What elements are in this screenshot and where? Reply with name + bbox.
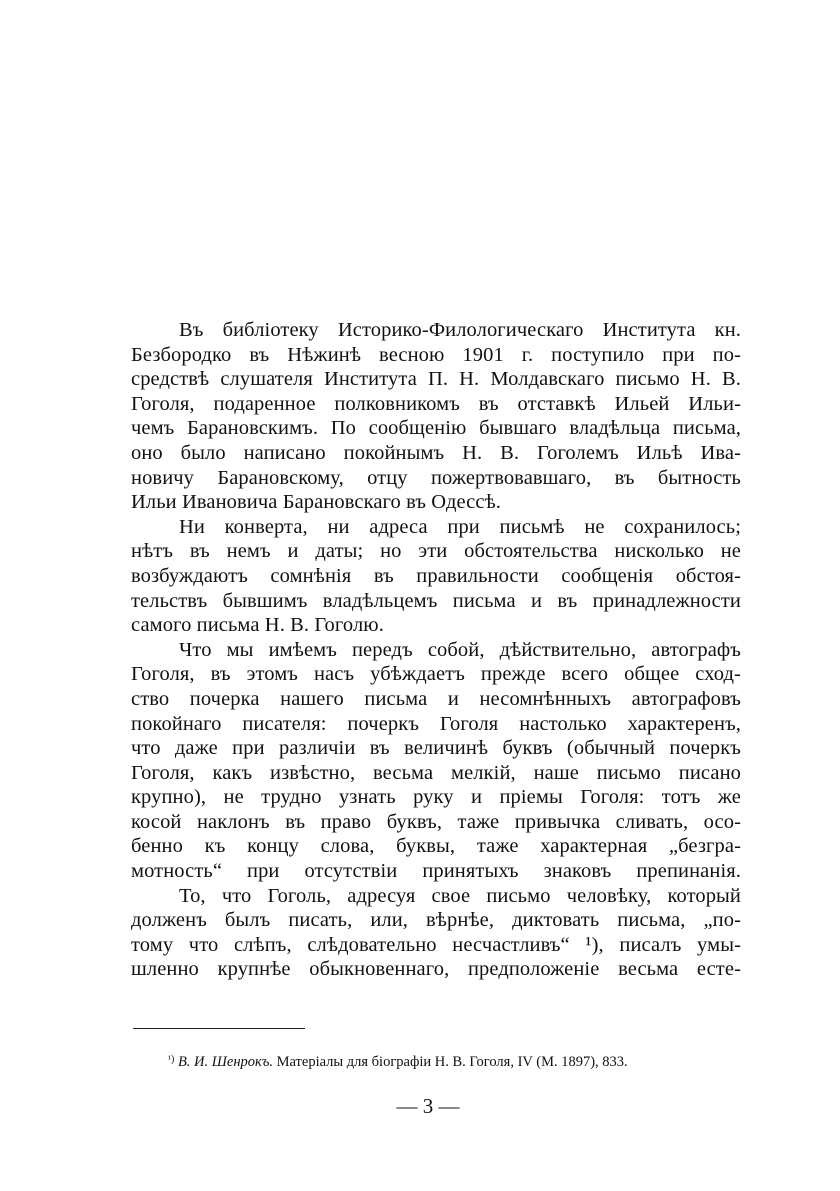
text-line: Безбородко въ Нѣжинѣ весною 1901 г. поступило при по- — [131, 343, 741, 366]
footnote-author: В. И. Шенрокъ. — [177, 1054, 273, 1070]
text-line: Ильи Ивановича Барановскаго въ Одессѣ. — [131, 491, 502, 514]
text-line: косой наклонъ въ право буквъ, таже привычка сливать, осо- — [131, 810, 741, 833]
text-line: средствѣ слушателя Института П. Н. Молдавскаго письмо Н. В. — [131, 368, 741, 391]
text-line: Гоголя, какъ извѣстно, весьма мелкій, наше письмо писано — [131, 761, 741, 784]
paragraph-1 — [131, 318, 741, 515]
text-line: Гоголя, подаренное полковникомъ въ отставкѣ Ильей Ильи- — [131, 392, 741, 415]
paragraph-4 — [131, 884, 741, 982]
text-line: Въ библіотеку Историко-Филологическаго Института кн. — [179, 319, 741, 341]
paragraph-3 — [131, 638, 741, 884]
text-line: шленно крупнѣе обыкновеннаго, предположеніе весьма есте- — [131, 958, 741, 981]
footnote-text: Матеріалы для біографіи Н. В. Гоголя, IV (М. 1897), 833. — [276, 1054, 628, 1070]
text-line: крупно), не трудно узнать руку и пріемы Гоголя: тотъ же — [131, 786, 741, 809]
text-line: Что мы имѣемъ передъ собой, дѣйствительно, автографъ — [179, 638, 741, 661]
footnote-mark: ¹) — [168, 1054, 175, 1065]
text-line: новичу Барановскому, отцу пожертвовавшаго, въ бытность — [131, 466, 741, 489]
paragraph-2 — [131, 515, 741, 638]
text-line: чемъ Барановскимъ. По сообщенію бывшаго владѣльца письма, — [131, 417, 741, 440]
text-line: тому что слѣпъ, слѣдовательно несчастливъ“ ¹), писалъ умы- — [131, 933, 741, 956]
text-line: тельствъ бывшимъ владѣльцемъ письма и въ принадлежности — [131, 589, 741, 612]
page-number: — 3 — — [396, 1094, 460, 1118]
text-line: бенно къ концу слова, буквы, таже характерная „безгра- — [131, 835, 741, 858]
text-line: мотность“ при отсутствіи принятыхъ знаковъ препинанія. — [131, 860, 741, 883]
text-line: что даже при различіи въ величинѣ буквъ (обычный почеркъ — [131, 737, 741, 760]
text-line: оно было написано покойнымъ Н. В. Гоголемъ Ильѣ Ива- — [131, 441, 741, 464]
footnote — [168, 1051, 768, 1071]
text-line: нѣтъ въ немъ и даты; но эти обстоятельства нисколько не — [131, 540, 741, 563]
text-line: ство почерка нашего письма и несомнѣнныхъ автографовъ — [131, 687, 741, 710]
text-line: То, что Гоголь, адресуя свое письмо человѣку, который — [179, 884, 741, 907]
text-line: долженъ былъ писать, или, вѣрнѣе, диктовать письма, „по- — [131, 909, 741, 932]
body-text — [131, 318, 741, 982]
text-line: возбуждаютъ сомнѣнія въ правильности сообщенія обстоя- — [131, 564, 741, 587]
footnote-divider — [133, 1028, 305, 1029]
text-line: Гоголя, въ этомъ насъ убѣждаетъ прежде всего общее сход- — [131, 663, 741, 686]
text-line: покойнаго писателя: почеркъ Гоголя настолько характеренъ, — [131, 712, 741, 735]
text-line: самого письма Н. В. Гоголю. — [131, 614, 384, 637]
text-line: Ни конверта, ни адреса при письмѣ не сохранилось; — [179, 515, 741, 538]
